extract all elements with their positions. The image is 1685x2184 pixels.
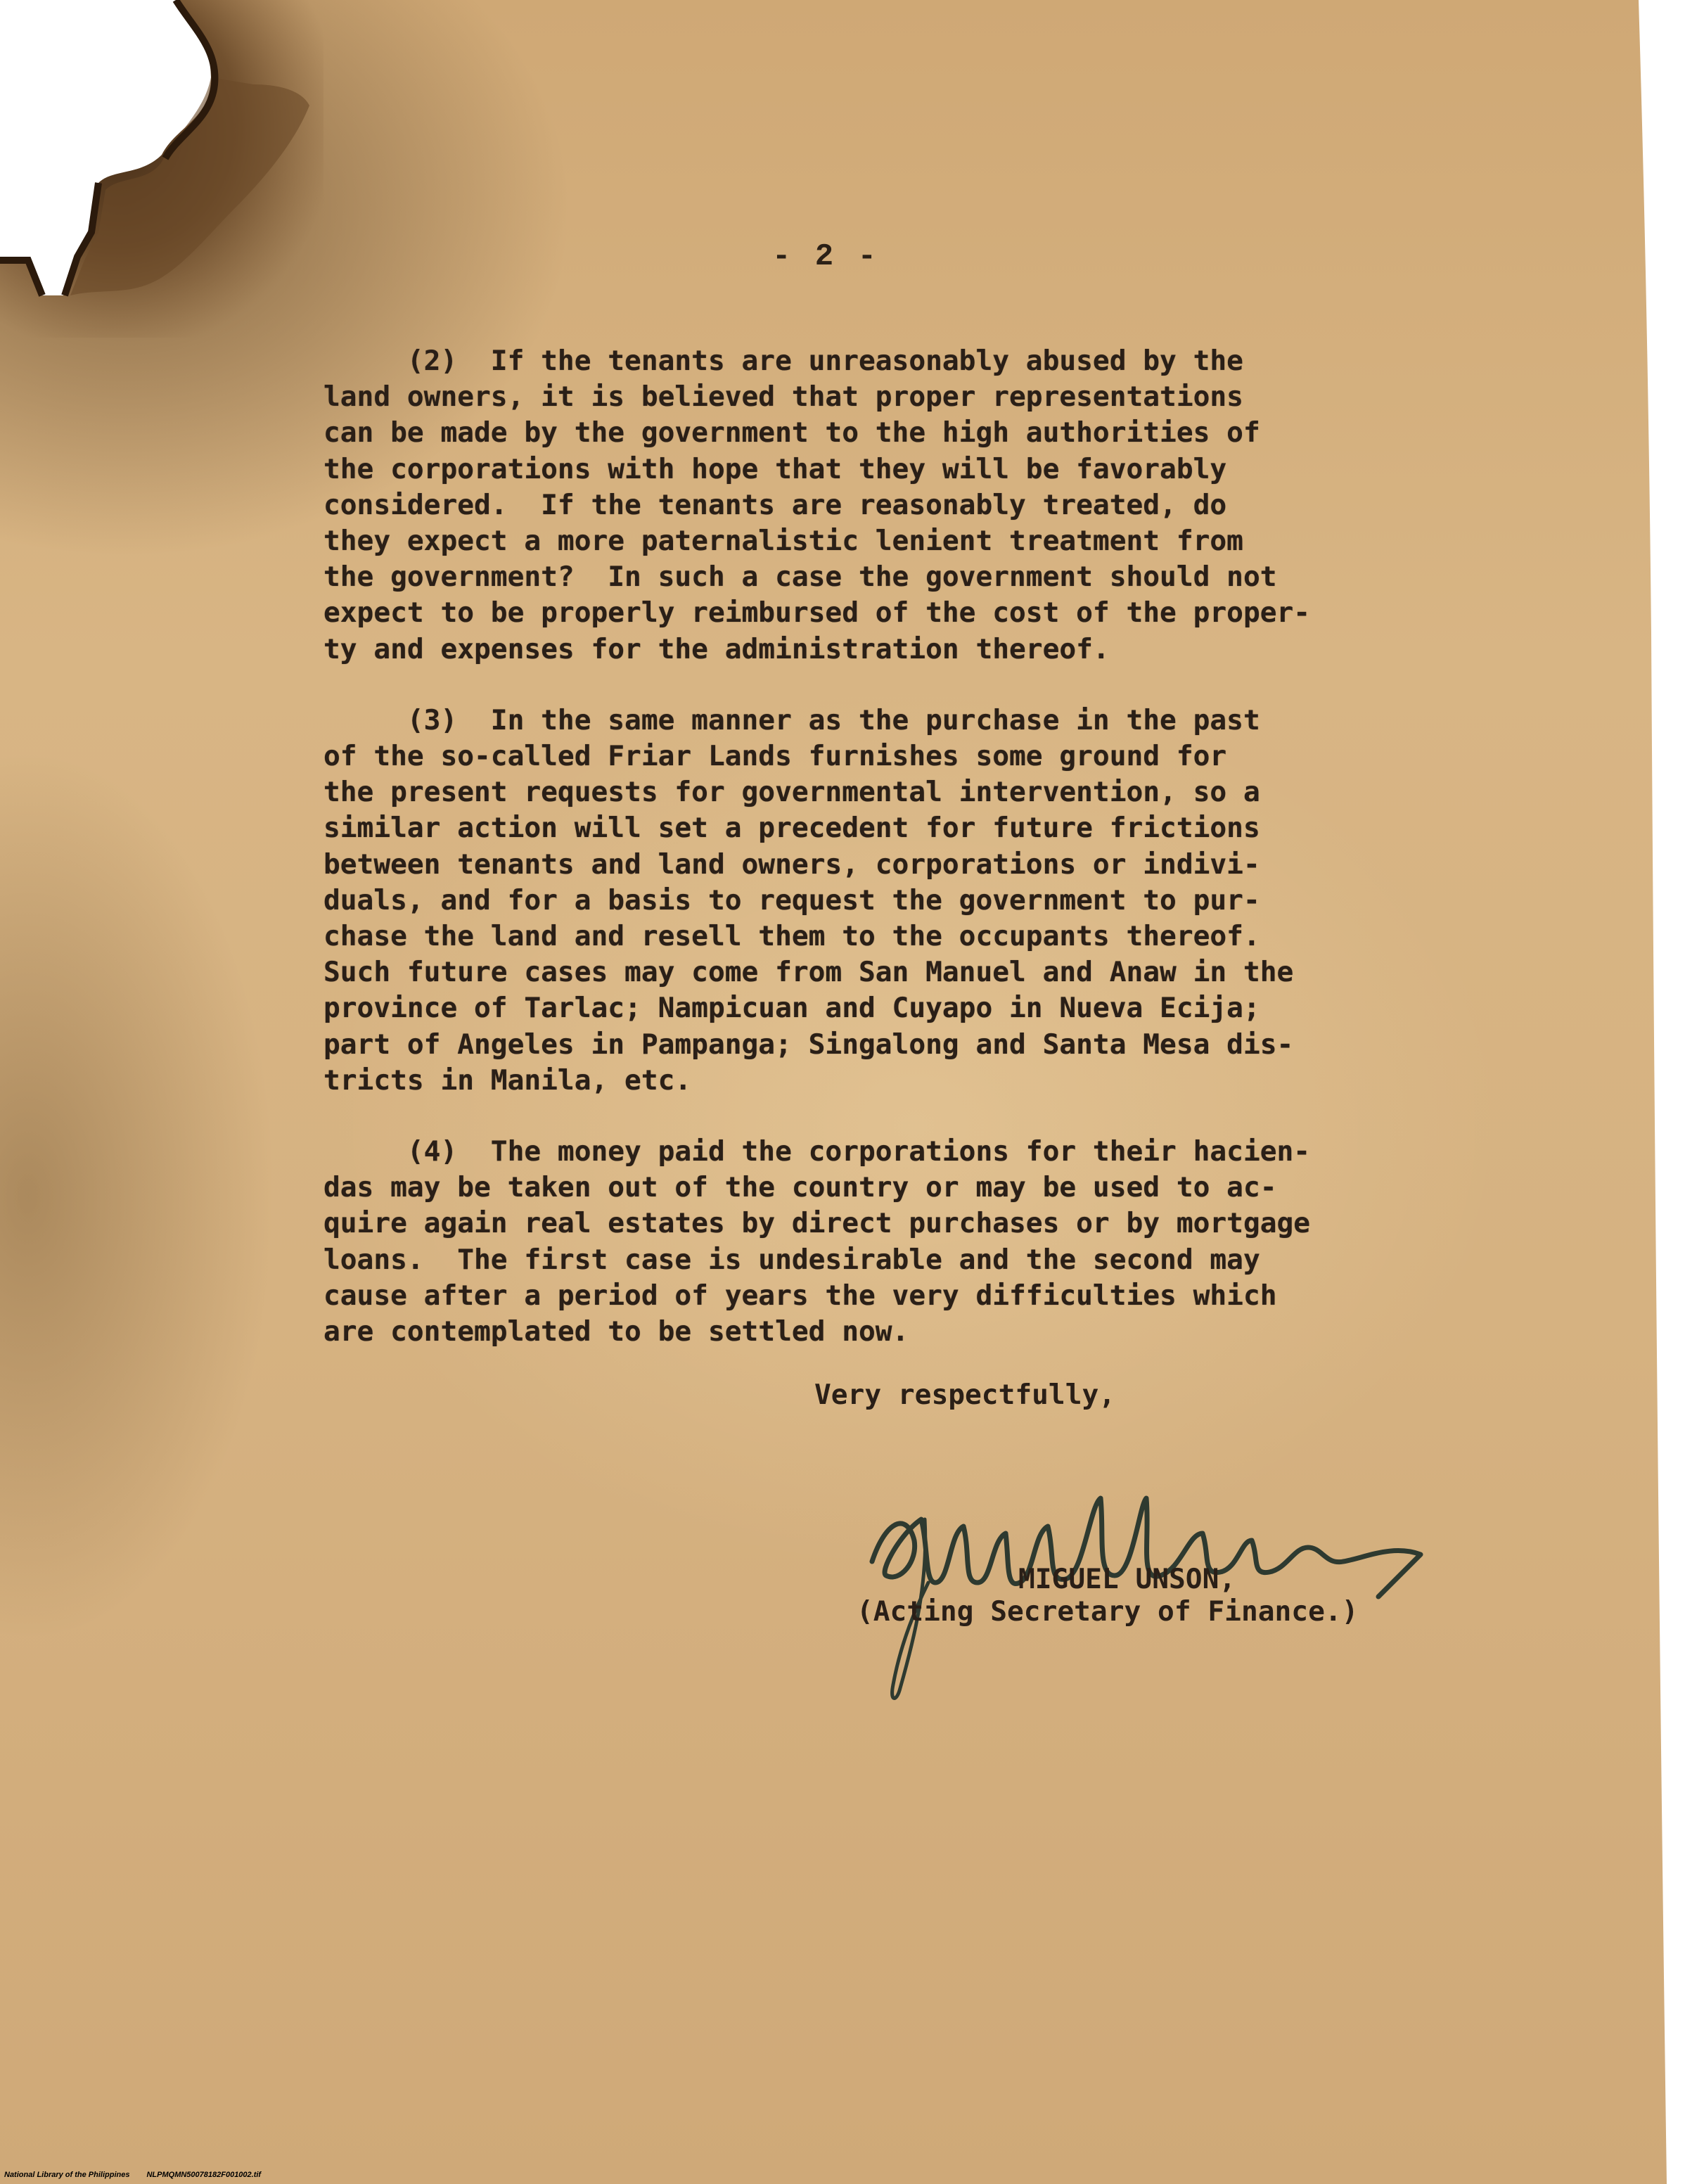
text-line: of the so-called Friar Lands furnishes some ground for: [323, 740, 1227, 773]
archive-footer: [4, 2171, 261, 2179]
text-line: quire again real estates by direct purchases or by mortgage: [323, 1207, 1311, 1240]
text-line: between tenants and land owners, corporations or indivi-: [323, 848, 1260, 881]
text-line: (3) In the same manner as the purchase in the past: [323, 703, 1260, 736]
text-line: province of Tarlac; Nampicuan and Cuyapo in Nueva Ecija;: [323, 992, 1260, 1025]
text-line: cause after a period of years the very difficulties which: [323, 1279, 1277, 1312]
archive-library-label: National Library of the Philippines: [4, 2171, 130, 2179]
text-line: tricts in Manila, etc.: [323, 1064, 692, 1097]
text-line: expect to be properly reimbursed of the cost of the proper-: [323, 596, 1311, 630]
text-line: they expect a more paternalistic lenient treatment from: [323, 525, 1243, 558]
text-line: duals, and for a basis to request the government to pur-: [323, 883, 1260, 917]
paragraph-4: [323, 1134, 1421, 1350]
text-line: ty and expenses for the administration thereof.: [323, 632, 1110, 665]
text-line: can be made by the government to the high authorities of: [323, 416, 1260, 449]
text-line: Such future cases may come from San Manuel and Anaw in the: [323, 956, 1294, 989]
text-line: (2) If the tenants are unreasonably abused by the: [323, 345, 1243, 377]
text-line: loans. The first case is undesirable and the second may: [323, 1243, 1260, 1276]
paragraph-2: [323, 343, 1421, 668]
text-line: land owners, it is believed that proper representations: [323, 381, 1243, 414]
text-line: considered. If the tenants are reasonably treated, do: [323, 488, 1227, 521]
closing-salutation: Very respectfully,: [814, 1379, 1116, 1411]
text-line: chase the land and resell them to the occupants thereof.: [323, 920, 1260, 953]
paragraph-3: [323, 703, 1421, 1099]
text-line: are contemplated to be settled now.: [323, 1315, 909, 1348]
signer-title: (Acting Secretary of Finance.): [857, 1595, 1359, 1628]
text-line: the present requests for governmental intervention, so a: [323, 776, 1260, 809]
letter-body: [323, 343, 1421, 1385]
text-line: similar action will set a precedent for future frictions: [323, 812, 1260, 845]
text-line: das may be taken out of the country or may be used to ac-: [323, 1171, 1277, 1204]
text-line: the corporations with hope that they will be favorably: [323, 452, 1227, 485]
burned-corner-damage: [0, 0, 323, 338]
page-number: - 2 -: [772, 239, 880, 274]
text-line: the government? In such a case the government should not: [323, 561, 1277, 594]
paper-right-edge: [1639, 0, 1685, 2184]
archive-file-id: NLPMQMN50078182F001002.tif: [146, 2171, 262, 2179]
signer-name: MIGUEL UNSON,: [1018, 1563, 1236, 1595]
text-line: part of Angeles in Pampanga; Singalong and Santa Mesa dis-: [323, 1028, 1294, 1061]
text-line: (4) The money paid the corporations for their hacien-: [323, 1135, 1311, 1168]
